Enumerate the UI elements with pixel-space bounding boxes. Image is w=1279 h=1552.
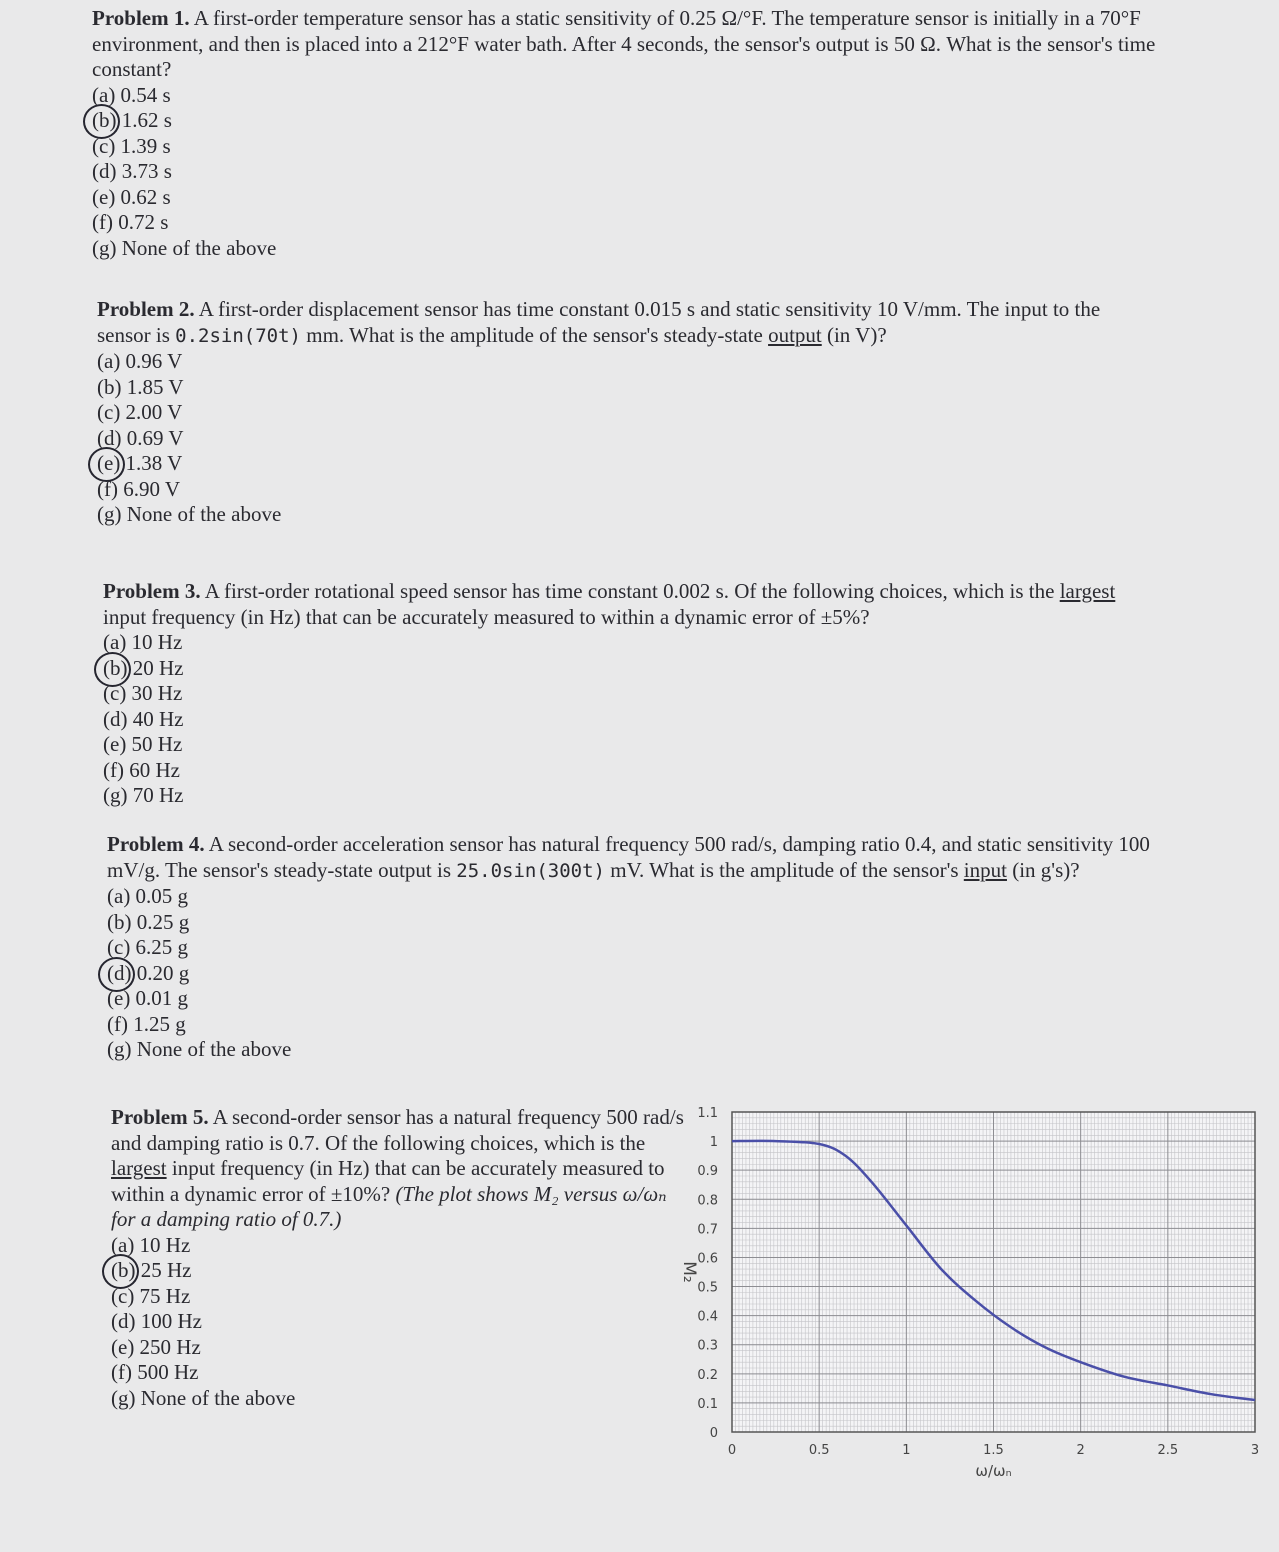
choice-e: (e) 250 Hz: [111, 1334, 201, 1359]
choice-e: (e) 50 Hz: [103, 732, 183, 756]
problem-2-text-mid: mm. What is the amplitude of the sensor's steady-state: [301, 322, 769, 347]
y-tick-label: 0: [709, 1426, 718, 1441]
problem-1: [92, 6, 1170, 261]
problem-5-underlined-word: largest: [111, 1156, 167, 1180]
chart-y-tick-labels: [697, 1106, 718, 1441]
y-tick-label: 0.5: [697, 1280, 718, 1296]
choice-g: (g) None of the above: [97, 502, 282, 526]
y-tick-label: 0.4: [697, 1309, 718, 1325]
problem-3: [103, 579, 1155, 809]
chart-x-tick-labels: [728, 1443, 1259, 1458]
choice-g: (g) None of the above: [92, 235, 277, 260]
problem-3-label: Problem 3.: [103, 579, 201, 603]
problem-4-underlined-word: input: [963, 857, 1007, 882]
chart-x-axis-label: ω/ωₙ: [975, 1462, 1012, 1480]
choice-f: (f) 0.72 s: [92, 210, 169, 234]
problem-1-stem: [92, 6, 1170, 83]
problem-2-label: Problem 2.: [97, 297, 195, 321]
frequency-response-chart: [670, 1098, 1270, 1493]
problem-3-choices: [103, 630, 1155, 809]
choice-b-circled: (b) 1.62 s: [92, 108, 1170, 134]
x-tick-label: 1.5: [983, 1443, 1004, 1458]
choice-d: (d) 100 Hz: [111, 1309, 202, 1333]
problem-4-text-before: A second-order acceleration sensor has natural frequency 500 rad/s, damping ratio 0.4, and static sensitivity 100 mV/g. The sensor's steady-state output is: [107, 832, 1150, 882]
problem-4-expression: 25.0sin(300t): [456, 859, 605, 882]
problem-1-label: Problem 1.: [92, 6, 190, 30]
chart-y-axis-label: M₂: [679, 1261, 699, 1283]
y-tick-label: 0.3: [697, 1338, 718, 1354]
problem-2: [97, 297, 1159, 528]
y-tick-label: 0.8: [697, 1193, 718, 1209]
x-tick-label: 2.5: [1157, 1443, 1179, 1458]
problem-5-plot-note: (The plot shows M₂ versus ω/ωₙ for a damping ratio of 0.7.): [111, 1181, 667, 1231]
problem-3-text-before: A first-order rotational speed sensor has time constant 0.002 s. Of the following choices, which is the: [204, 579, 1060, 603]
problem-5-choices: [111, 1233, 686, 1412]
choice-d-circled: (d) 0.20 g: [107, 961, 1152, 987]
choice-b: (b) 1.85 V: [97, 374, 184, 399]
choice-f: (f) 1.25 g: [107, 1011, 186, 1036]
choice-a: (a) 10 Hz: [103, 630, 183, 654]
problem-1-choices: [92, 83, 1170, 262]
choice-f: (f) 500 Hz: [111, 1360, 199, 1384]
choice-b-circled: (b) 20 Hz: [103, 656, 1155, 682]
y-tick-label: 0.9: [697, 1164, 718, 1180]
choice-d: (d) 3.73 s: [92, 159, 172, 183]
choice-g: (g) None of the above: [111, 1385, 296, 1410]
problem-5-text-before: A second-order sensor has a natural frequency 500 rad/s and damping ratio is 0.7. Of the following choices, which is the: [111, 1105, 684, 1155]
problem-4: [107, 832, 1152, 1063]
x-tick-label: 2: [1076, 1443, 1085, 1458]
problem-2-underlined-word: output: [768, 322, 822, 347]
x-tick-label: 1: [902, 1443, 911, 1458]
problem-5-label: Problem 5.: [111, 1105, 209, 1129]
y-tick-label: 1: [709, 1135, 718, 1151]
choice-f: (f) 60 Hz: [103, 757, 180, 782]
y-tick-label: 0.1: [697, 1396, 718, 1412]
choice-c: (c) 1.39 s: [92, 133, 171, 158]
choice-f: (f) 6.90 V: [97, 476, 181, 501]
choice-a: (a) 0.54 s: [92, 82, 171, 107]
problem-2-text-before: A first-order displacement sensor has time constant 0.015 s and static sensitivity 10 V/mm. The input to the sensor is: [97, 297, 1101, 347]
choice-c: (c) 30 Hz: [103, 681, 183, 705]
choice-a: (a) 0.05 g: [107, 884, 189, 908]
y-tick-label: 0.7: [697, 1222, 718, 1238]
choice-g: (g) 70 Hz: [103, 783, 184, 807]
y-tick-label: 0.6: [697, 1251, 718, 1267]
choice-c: (c) 75 Hz: [111, 1283, 191, 1308]
choice-d: (d) 40 Hz: [103, 706, 184, 731]
problem-2-expression: 0.2sin(70t): [175, 324, 302, 347]
choice-b: (b) 0.25 g: [107, 909, 190, 934]
choice-a: (a) 10 Hz: [111, 1232, 191, 1257]
problem-2-choices: [97, 349, 1159, 528]
y-tick-label: 0.2: [697, 1367, 718, 1383]
problem-3-stem: [103, 579, 1155, 630]
problem-4-label: Problem 4.: [107, 832, 205, 856]
problem-2-stem: [97, 297, 1159, 349]
choice-b-circled: (b) 25 Hz: [111, 1258, 686, 1284]
choice-c: (c) 2.00 V: [97, 400, 183, 424]
problem-3-underlined-word: largest: [1059, 579, 1116, 603]
choice-d: (d) 0.69 V: [97, 425, 184, 450]
problem-3-text-after: input frequency (in Hz) that can be accurately measured to within a dynamic error of ±5%?: [103, 604, 870, 629]
problem-5-text-mid: input frequency (in Hz) that can be accurately measured to within a dynamic error of ±10%?: [111, 1156, 665, 1206]
x-tick-label: 3: [1250, 1443, 1260, 1458]
problem-2-text-after: (in V)?: [821, 322, 887, 347]
choice-e-circled: (e) 1.38 V: [97, 451, 1159, 477]
problem-1-text: A first-order temperature sensor has a static sensitivity of 0.25 Ω/°F. The temperature sensor is initially in a 70°F environment, and then is placed into a 212°F water bath. After 4 seconds, the sensor's output is 50 Ω. What is the sensor's time constant?: [92, 6, 1156, 81]
x-tick-label: 0.5: [808, 1443, 830, 1458]
choice-e: (e) 0.01 g: [107, 986, 189, 1010]
problem-4-choices: [107, 884, 1152, 1063]
problem-5: [111, 1105, 686, 1411]
problem-4-text-mid: mV. What is the amplitude of the sensor's: [605, 857, 964, 882]
choice-c: (c) 6.25 g: [107, 935, 189, 959]
problem-5-stem: [111, 1105, 686, 1233]
choice-e: (e) 0.62 s: [92, 184, 171, 209]
choice-a: (a) 0.96 V: [97, 349, 183, 373]
problem-4-text-after: (in g's)?: [1006, 857, 1080, 882]
y-tick-label: 1.1: [697, 1106, 718, 1121]
problem-4-stem: [107, 832, 1152, 884]
x-tick-label: 0: [727, 1443, 737, 1458]
choice-g: (g) None of the above: [107, 1037, 292, 1061]
